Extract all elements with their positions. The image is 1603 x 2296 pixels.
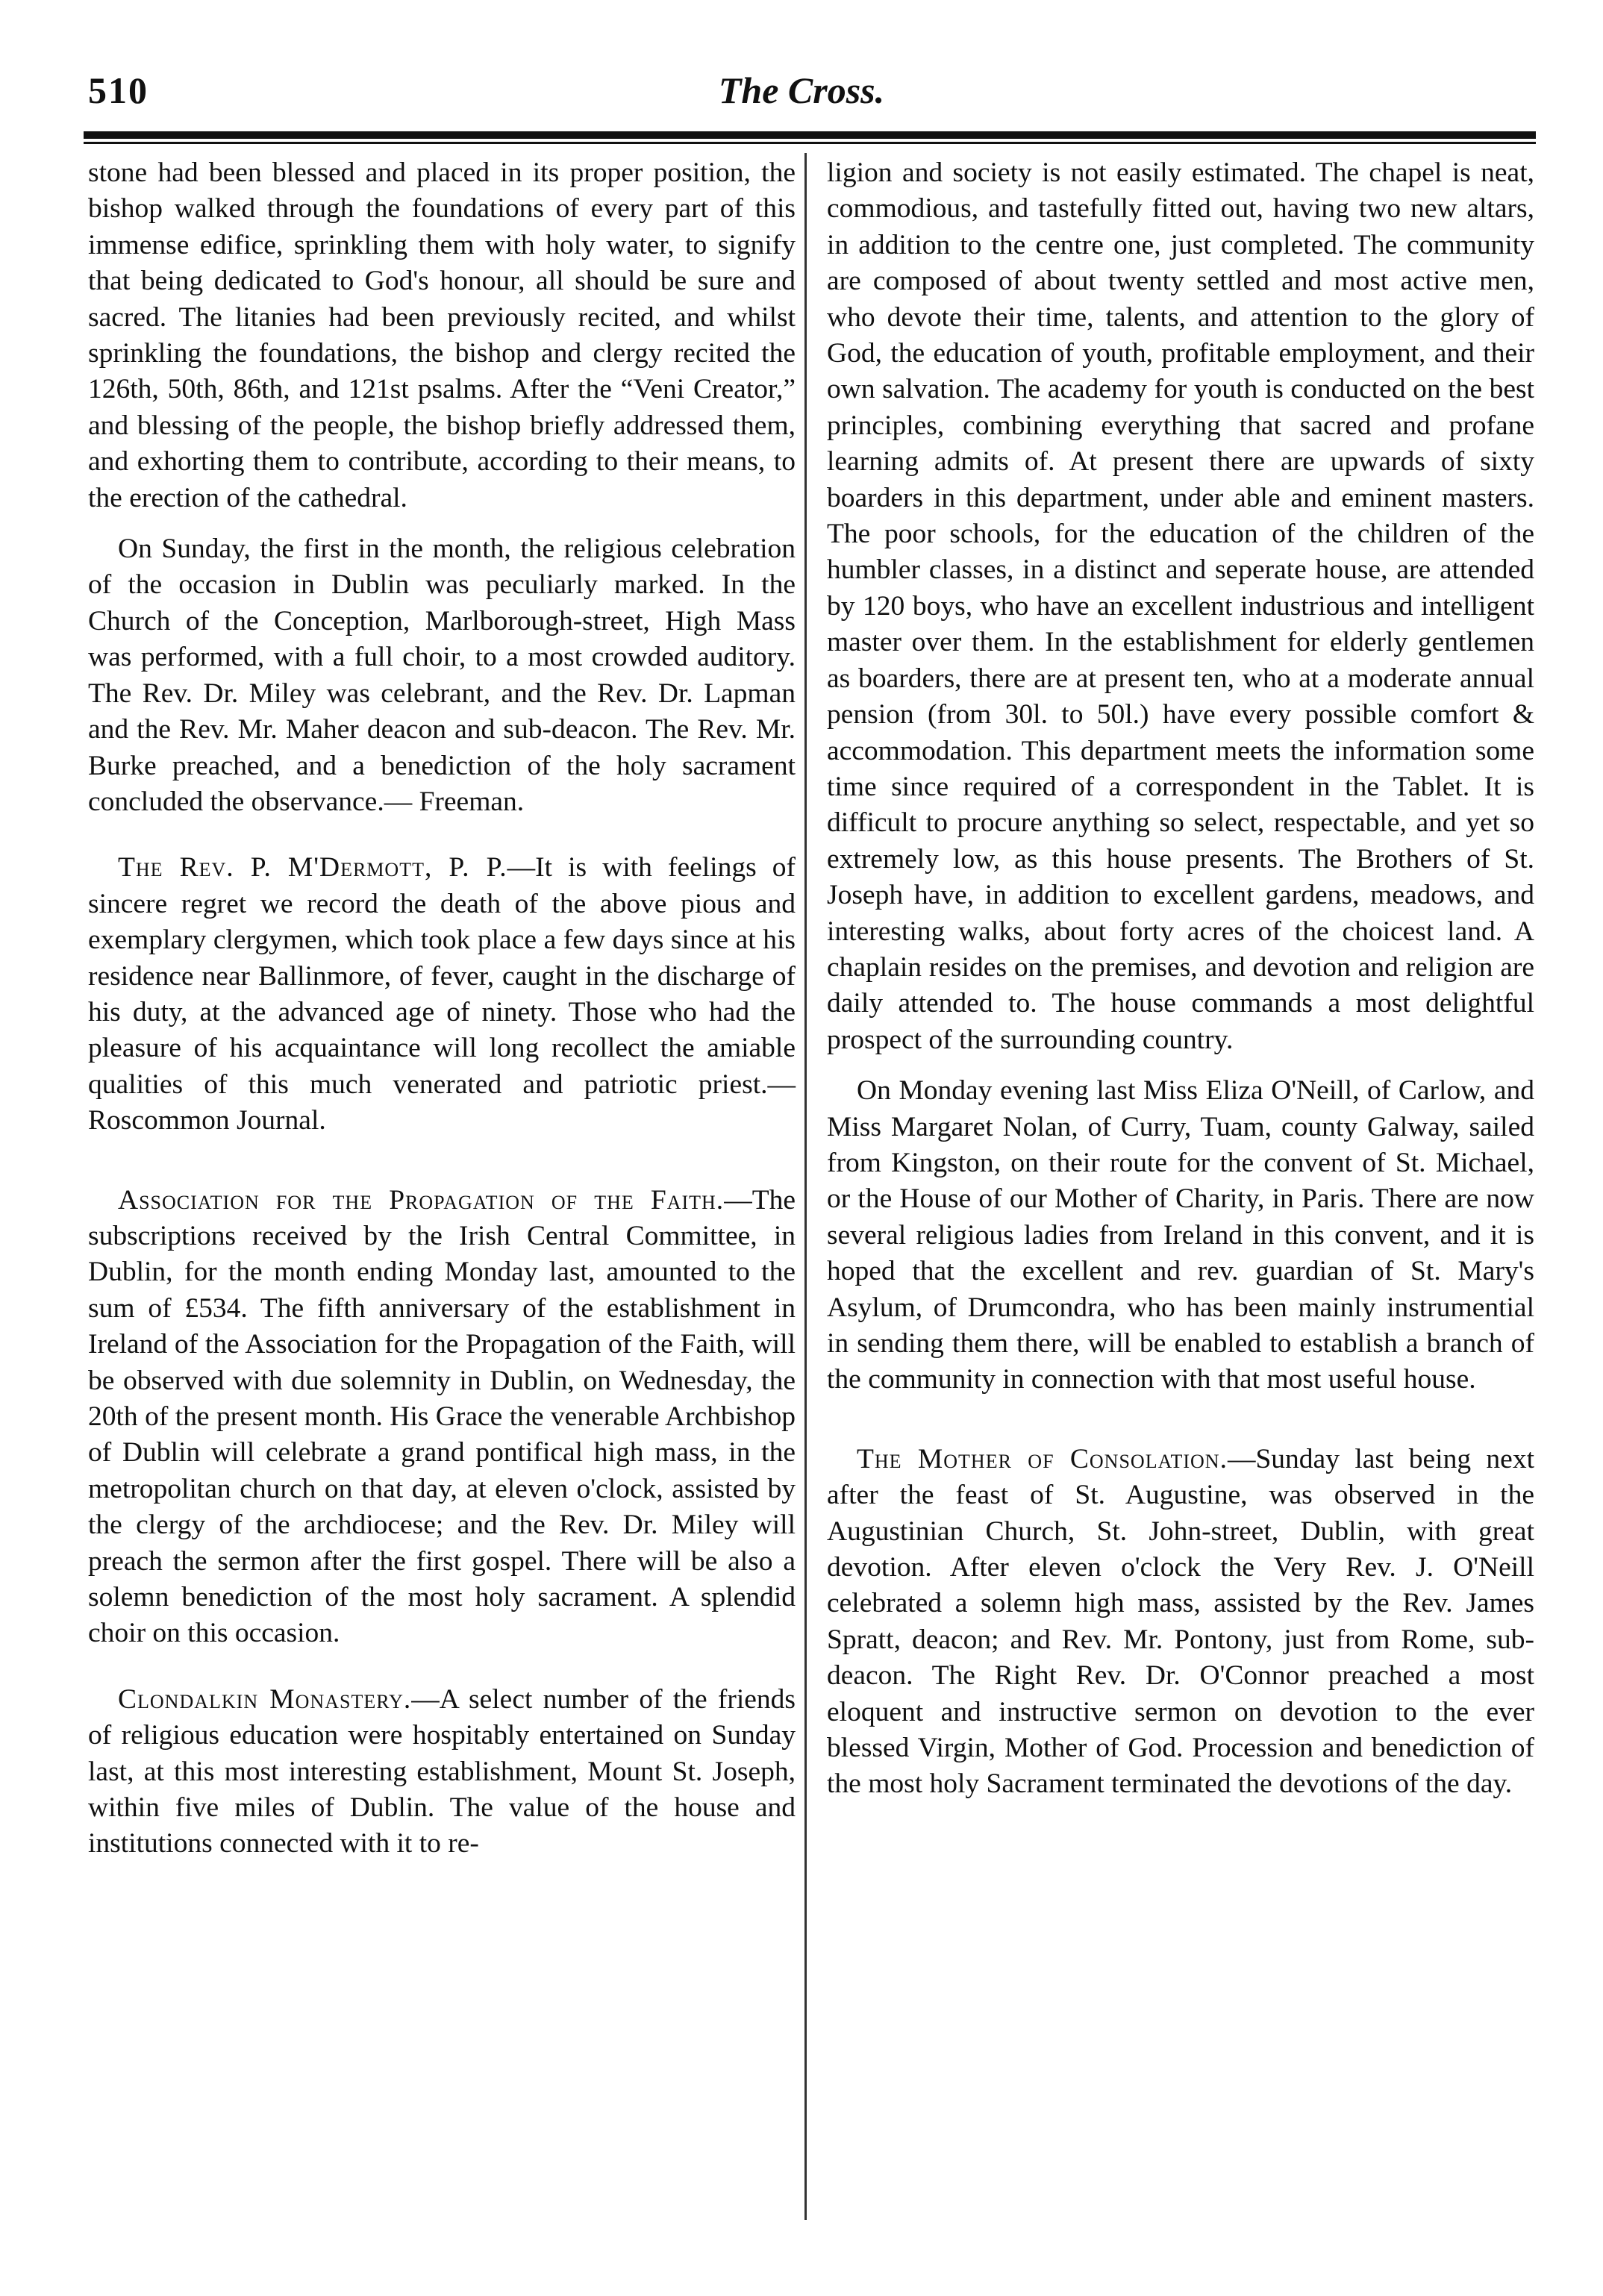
- article-heading: The Rev. P. M'Dermott, P. P.: [118, 852, 507, 883]
- article-text: On Sunday, the first in the month, the religious celebration of the occasion in Dublin was peculiarly marked. In the Church of the Conception, Marlborough-street, High Mass was performed, with a full choir, to a most crowded auditory. The Rev. Dr. Miley was celebrant, and the Rev. Dr. Lapman and the Rev. Mr. Maher deacon and sub-deacon. The Rev. Mr. Burke preached, and a benediction of the holy sacrament concluded the observance.— Freeman.: [88, 534, 796, 817]
- article-sunday-dublin: [88, 531, 796, 820]
- left-column: [88, 155, 796, 1862]
- article-propagation: [88, 1183, 796, 1652]
- page-number: 510: [88, 69, 149, 111]
- header-rule-thin: [84, 142, 1536, 144]
- column-divider: [804, 153, 807, 2220]
- article-text: —It is with feelings of sincere regret we record the death of the above pious and exemplary clergymen, which took place a few days since at his residence near Ballinmore, of fever, caught in the discharge of his duty, at the advanced age of ninety. Those who had the pleasure of his acquaintance will long recollect the amiable qualities of this much venerated and patriotic priest.—Roscommon Journal.: [88, 852, 796, 1136]
- article-text: —Sunday last being next after the feast of St. Augustine, was observed in the Augustinian Church, St. John-street, Dublin, with great devotion. After eleven o'clock the Very Rev. J. O'Neill celebrated a solemn high mass, assisted by the Rev. James Spratt, deacon; and Rev. Mr. Pontony, just from Rome, sub-deacon. The Right Rev. Dr. O'Connor preached a most eloquent and instructive sermon on devotion to the ever blessed Virgin, Mother of God. Procession and benediction of the most holy Sacrament terminated the devotions of the day.: [827, 1443, 1534, 1800]
- article-heading: Clondalkin Monastery.: [118, 1683, 412, 1715]
- article-oneill-nolan: [827, 1073, 1534, 1398]
- header-rule-thick: [84, 131, 1536, 139]
- article-heading: Association for the Propagation of the Faith.: [118, 1184, 725, 1216]
- article-clondalkin-continued: [827, 155, 1534, 1058]
- article-text: On Monday evening last Miss Eliza O'Neill, of Carlow, and Miss Margaret Nolan, of Curry, Tuam, county Galway, sailed from Kingston, on their route for the convent of St. Michael, or the House of our Mother of Charity, in Paris. There are now several religious ladies from Ireland in this convent, and it is hoped that the excellent and rev. guardian of St. Mary's Asylum, of Drumcondra, who has been mainly instrumential in sending them there, will be enabled to establish a branch of the community in connection with that most useful house.: [827, 1075, 1534, 1395]
- right-column: [827, 155, 1534, 1803]
- article-mcdermott: [88, 850, 796, 1139]
- article-text: —The subscriptions received by the Irish Central Committee, in Dublin, for the month ending Monday last, amounted to the sum of £534. The fifth anniversary of the establishment in Ireland of the Association for the Propagation of the Faith, will be observed with due solemnity in Dublin, on Wednesday, the 20th of the present month. His Grace the venerable Archbishop of Dublin will celebrate a grand pontifical high mass, in the metropolitan church on that day, at eleven o'clock, assisted by the clergy of the archdiocese; and the Rev. Dr. Miley will preach the sermon after the first gospel. There will be also a solemn benediction of the most holy sacrament. A splendid choir on this occasion.: [88, 1184, 796, 1649]
- article-clondalkin: [88, 1682, 796, 1862]
- article-heading: The Mother of Consolation.: [857, 1443, 1228, 1474]
- article-consecration: [88, 155, 796, 516]
- article-consolation: [827, 1442, 1534, 1803]
- article-text: stone had been blessed and placed in its proper position, the bishop walked through the foundations of every part of this immense edifice, sprinkling them with holy water, to signify that being dedicated to God's honour, all should be sure and sacred. The litanies had been previously recited, and whilst sprinkling the foundations, the bishop and clergy recited the 126th, 50th, 86th, and 121st psalms. After the “Veni Creator,” and blessing of the people, the bishop briefly addressed them, and exhorting them to contribute, according to their means, to the erection of the cathedral.: [88, 157, 796, 513]
- article-text: ligion and society is not easily estimated. The chapel is neat, commodious, and tastefully fitted out, having two new altars, in addition to the centre one, just completed. The community are composed of about twenty settled and most active men, who devote their time, talents, and attention to the glory of God, the education of youth, profitable employment, and their own salvation. The academy for youth is conducted on the best principles, combining everything that sacred and profane learning admits of. At present there are upwards of sixty boarders in this department, under able and eminent masters. The poor schools, for the education of the children of the humbler classes, in a distinct and seperate house, are attended by 120 boys, who have an excellent industrious and intelligent master over them. In the establishment for elderly gentlemen as boarders, there are at present ten, who at a moderate annual pension (from 30l. to 50l.) have every possible comfort & accommodation. This department meets the information some time since required of a correspondent in the Tablet. It is difficult to procure anything so select, respectable, and yet so extremely low, as this house presents. The Brothers of St. Joseph have, in addition to excellent gardens, meadows, and interesting walks, about forty acres of the choicest land. A chaplain resides on the premises, and devotion and religion are daily attended to. The house commands a most delightful prospect of the surrounding country.: [827, 157, 1534, 1055]
- running-title: The Cross.: [718, 69, 885, 111]
- article-text: —A select number of the friends of religious education were hospitably entertained on Sunday last, at this most interesting establishment, Mount St. Joseph, within five miles of Dublin. The value of the house and institutions connected with it to re-: [88, 1683, 796, 1859]
